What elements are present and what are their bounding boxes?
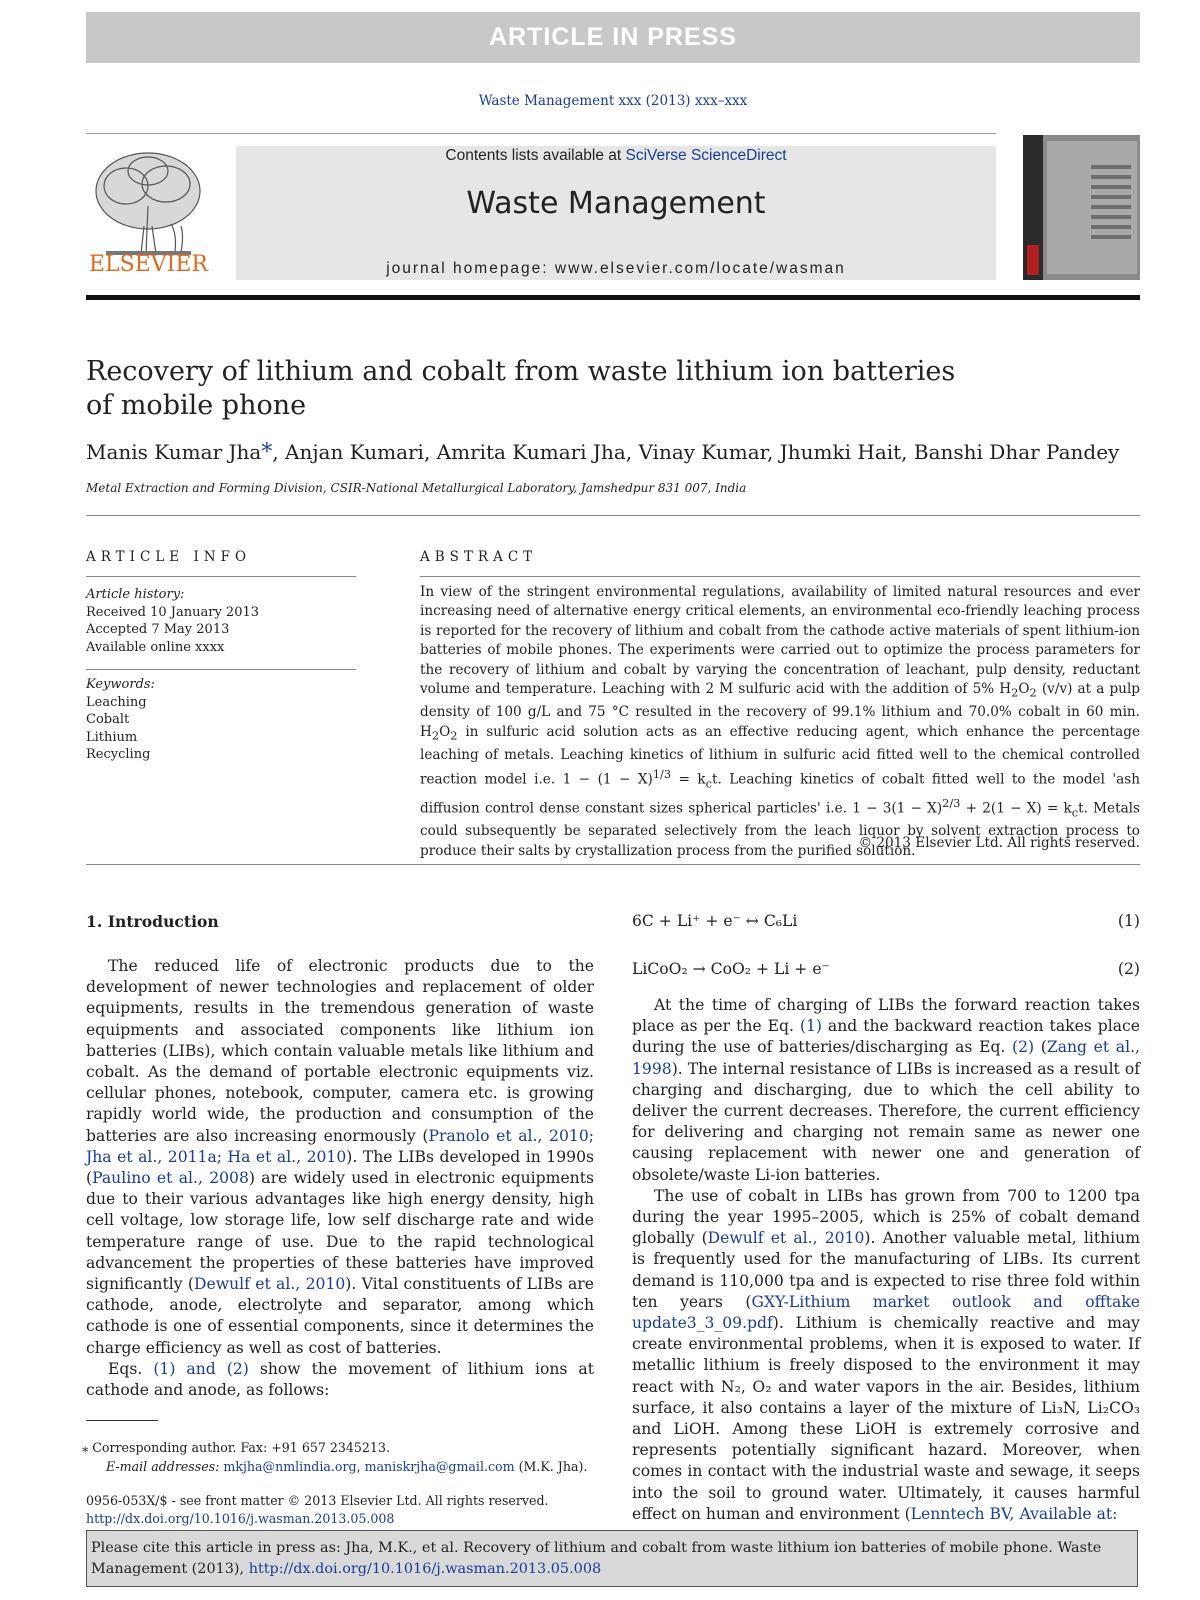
title-line-1: Recovery of lithium and cobalt from waste lithium ion batteries [86,356,956,387]
text-segment: show the movement of lithium ions at cathode and anode, as follows: [86,1359,594,1400]
journal-cover-image [1023,135,1140,280]
keywords-rule [86,669,356,670]
abstract-text [420,583,1140,861]
equation-body: 6C + Li⁺ + e⁻ ↔ C₆Li [632,912,798,930]
email-separator: , [356,1459,365,1474]
received-date: Received 10 January 2013 [86,604,260,620]
equation-number: (1) [1117,912,1140,930]
front-matter [86,1492,686,1528]
abstract-heading: ABSTRACT [420,549,538,565]
section-heading-introduction: 1. Introduction [86,912,219,931]
equation-body: LiCoO₂ → CoO₂ + Li + e⁻ [632,960,830,978]
keyword-item: Leaching [86,694,147,710]
corresponding-text: Corresponding author. Fax: +91 657 2345213. [92,1440,390,1455]
abstract-segment: t. Leaching kinetics of cobalt fitted well to the model 'ash diffusion control dense constant sizes spherical particles' i.e. 1 − 3(1 − X) [420,771,1140,817]
citation-link[interactable]: Dewulf et al., 2010 [707,1229,865,1248]
title-line-2: of mobile phone [86,390,307,421]
abstract-segment: = k [671,771,706,788]
masthead-rule [86,295,1140,300]
article-history [86,586,356,656]
citation-link[interactable]: Pranolo et al., 2010; Jha et al., 2011a; Ha et al., 2010 [86,1126,594,1166]
corresponding-footnote [82,1438,612,1476]
citation-box [86,1530,1138,1587]
journal-homepage[interactable]: journal homepage: www.elsevier.com/locate/wasman [386,260,846,277]
abstract-segment: O [439,723,451,740]
abstract-bottom-rule [86,864,1140,865]
subscript: c [705,776,712,791]
equation-1 [632,912,1140,930]
abstract-segment: + 2(1 − X) = k [960,800,1072,817]
text-segment: ). Vital constituents of LIBs are cathode, anode, electrolyte and separator, among which cathode is one of essential components, since it determines the charge efficiency as well as cost of batteries. [86,1275,594,1357]
text-segment: The reduced life of electronic products due to the development of newer technologies and replacement of older equipments, results in the tremendous generation of waste equipments and associated components like lithium ion batteries (LIBs), which contain valuable metals like lithium and cobalt. As the demand of portable electronic equipments viz. cellular phones, notebook, computer, camera etc. is growing rapidly world wide, the production and consumption of the batteries are also increasing enormously ( [86,957,594,1145]
superscript: 1/3 [652,767,672,782]
text-segment: The use of cobalt in LIBs has grown from 700 to 1200 tpa during the year 1995–2005, which is 25% of cobalt demand globally ( [632,1186,1140,1248]
keywords-block [86,676,356,764]
abstract-segment: t. Metals could subsequently be separated selectively from the leach liquor by solvent extraction process to produce their salts by crystallization process from the purified solution. [420,800,1140,859]
equation-link[interactable]: (1) [799,1017,822,1036]
journal-title: Waste Management [466,186,766,221]
text-segment: ) are widely used in electronic equipments due to their various advantages like high energy density, high cell voltage, low storage life, low self discharge rate and wide temperature range of use. Due to the rapid technological advancement the properties of these batteries have improved significantly ( [86,1169,594,1294]
abstract-segment: in sulfuric acid solution acts as an effective reducing agent, which enhance the percentage leaching of metals. Leaching kinetics of lithium in sulfuric acid fitted well to the chemical controlled reaction model i.e. 1 − (1 − X) [420,723,1140,788]
publisher-name: ELSEVIER [88,252,208,277]
corresponding-author-mark[interactable]: * [261,440,273,465]
abstract-segment: (v/v) at a pulp density of 100 g/L and 75 °C resulted in the recovery of 99.1% lithium and 70.0% cobalt in 60 min. H [420,681,1140,740]
abstract-copyright: © 2013 Elsevier Ltd. All rights reserved. [858,835,1140,851]
left-column-text [86,956,594,1401]
equation-2 [632,960,1140,978]
email-link[interactable]: mkjha@nmlindia.org [223,1459,357,1474]
text-segment: ). The LIBs developed in 1990s ( [86,1147,594,1188]
text-segment: and the backward reaction takes place during the use of batteries/discharging as Eq. [632,1017,1140,1057]
equation-number: (2) [1117,960,1140,978]
citation-link[interactable]: Zang et al., 1998 [632,1038,1141,1078]
cover-art-icon [1023,135,1140,280]
contents-line [236,147,996,165]
intro-paragraph-1 [86,956,594,1359]
corresponding-line [82,1438,612,1457]
text-segment: Eqs. [108,1359,154,1378]
citation-link[interactable]: Lenntech BV, Available at: [910,1504,1118,1523]
affiliation: Metal Extraction and Forming Division, CSIR-National Metallurgical Laboratory, Jamshedpur 831 007, India [86,481,747,495]
authors-rest: , Anjan Kumari, Amrita Kumari Jha, Vinay Kumar, Jhumki Hait, Banshi Dhar Pandey [272,440,1120,464]
text-segment: ). Another valuable metal, lithium is frequently used for the manufacturing of LIBs. Its current demand is 110,000 tpa and is expected to rise three fold within ten years ( [632,1229,1141,1311]
abstract-rule [420,576,1140,577]
article-title [86,355,986,423]
email-label: E-mail addresses: [106,1459,224,1474]
intro-paragraph-3: At the time of charging of LIBs the forward reaction takes place as per the Eq. (1) and the backward reaction takes place during the use of batteries/discharging as Eq. (2) (Zang et al., 1998). The internal resistance of LIBs is increased as a result of charging and discharging, due to which the cell ability to deliver the current decreases. Therefore, the current efficiency for delivering and charging not remain same as newer one causing replacement with newer one and generation of obsolete/waste Li-ion batteries. [632,996,1141,1184]
abstract-segment: In view of the stringent environmental regulations, availability of limited natural resources and ever increasing need of alternative energy critical elements, an environmental eco-friendly leaching process is reported for the recovery of lithium and cobalt from the cathode active materials of spent lithium-ion batteries of mobile phones. The experiments were carried out to optimize the process parameters for the recovery of lithium and cobalt by varying the concentration of leachant, pulp density, reductant volume and temperature. Leaching with 2 M sulfuric acid with the addition of 5% H [420,584,1140,698]
issn-line: 0956-053X/$ - see front matter © 2013 Elsevier Ltd. All rights reserved. [86,1493,549,1508]
header-divider [86,133,996,134]
abstract-segment: O [1018,681,1030,698]
online-date: Available online xxxx [86,639,225,655]
keyword-item: Cobalt [86,712,130,727]
journal-reference[interactable]: Waste Management xxx (2013) xxx–xxx [478,93,748,109]
text-segment: ). The internal resistance of LIBs is increased as a result of charging and discharging, due to which the cell ability to deliver the current decreases. Therefore, the current efficiency for delivering and charging not remain same as newer one causing replacement with newer one and generation of obsolete/waste Li-ion batteries. [632,1059,1140,1184]
keywords-label: Keywords: [86,677,155,692]
subscript: 2 [1011,685,1019,700]
author-list [86,440,1156,465]
text-segment: At the time of charging of LIBs the forward reaction takes place as per the Eq. [632,996,1140,1036]
article-info-heading: ARTICLE INFO [86,549,252,565]
citation-link[interactable]: GXY-Lithium market outlook and offtake update3_3_09.pdf [632,1292,1140,1333]
equation-link[interactable]: (1) and (2) [153,1359,249,1378]
subscript: 2 [1029,685,1037,700]
elsevier-logo [86,146,211,282]
equation-link[interactable]: (2) [1012,1038,1035,1057]
accepted-date: Accepted 7 May 2013 [86,622,230,637]
right-column-text [632,995,1140,1525]
subscript: c [1071,805,1079,819]
keyword-item: Recycling [86,747,151,762]
asterisk-icon: ⁎ [82,1440,89,1455]
citation-link[interactable]: Paulino et al., 2008 [92,1169,249,1188]
text-segment: ). Lithium is chemically reactive and may create environmental problems, when it is exposed to water. If metallic lithium is freely disposed to the environment it may react with N₂, O₂ and water vapors in the air. Besides, lithium surface, it also contains a layer of the mixture of Li₃N, Li₂CO₃ and LiOH. Among these LiOH is extremely corrosive and represents potentially significant hazard. Moreover, when comes in contact with the industrial waste and sewage, it seeps into the soil to ground water. Ultimately, it causes harmful effect on human and environment ( [632,1314,1140,1523]
sciencedirect-link[interactable]: SciVerse ScienceDirect [625,147,787,164]
citation-doi-link[interactable]: http://dx.doi.org/10.1016/j.wasman.2013.05.008 [248,1561,602,1577]
author-first: Manis Kumar Jha [86,440,262,464]
doi-link[interactable]: http://dx.doi.org/10.1016/j.wasman.2013.05.008 [86,1511,395,1526]
superscript: 2/3 [942,795,961,810]
info-rule [86,576,356,577]
subscript: 2 [431,728,440,743]
intro-paragraph-2 [86,1359,594,1401]
email-tail: (M.K. Jha). [514,1459,588,1474]
footnote-rule [86,1420,158,1421]
email-line [92,1457,612,1476]
keyword-item: Lithium [86,729,138,745]
citation-text: Please cite this article in press as: Jha, M.K., et al. Recovery of lithium and cobalt from waste lithium ion batteries of mobile phone. Waste Management (2013), [91,1540,1102,1577]
subscript: 2 [450,728,458,743]
article-in-press-banner: ARTICLE IN PRESS [86,12,1140,63]
citation-link[interactable]: Dewulf et al., 2010 [193,1275,346,1294]
contents-prefix: Contents lists available at [445,147,626,164]
email-link[interactable]: maniskrjha@gmail.com [364,1459,515,1474]
intro-paragraph-4 [632,1186,1140,1525]
title-divider [86,515,1140,516]
history-label: Article history: [86,587,185,602]
